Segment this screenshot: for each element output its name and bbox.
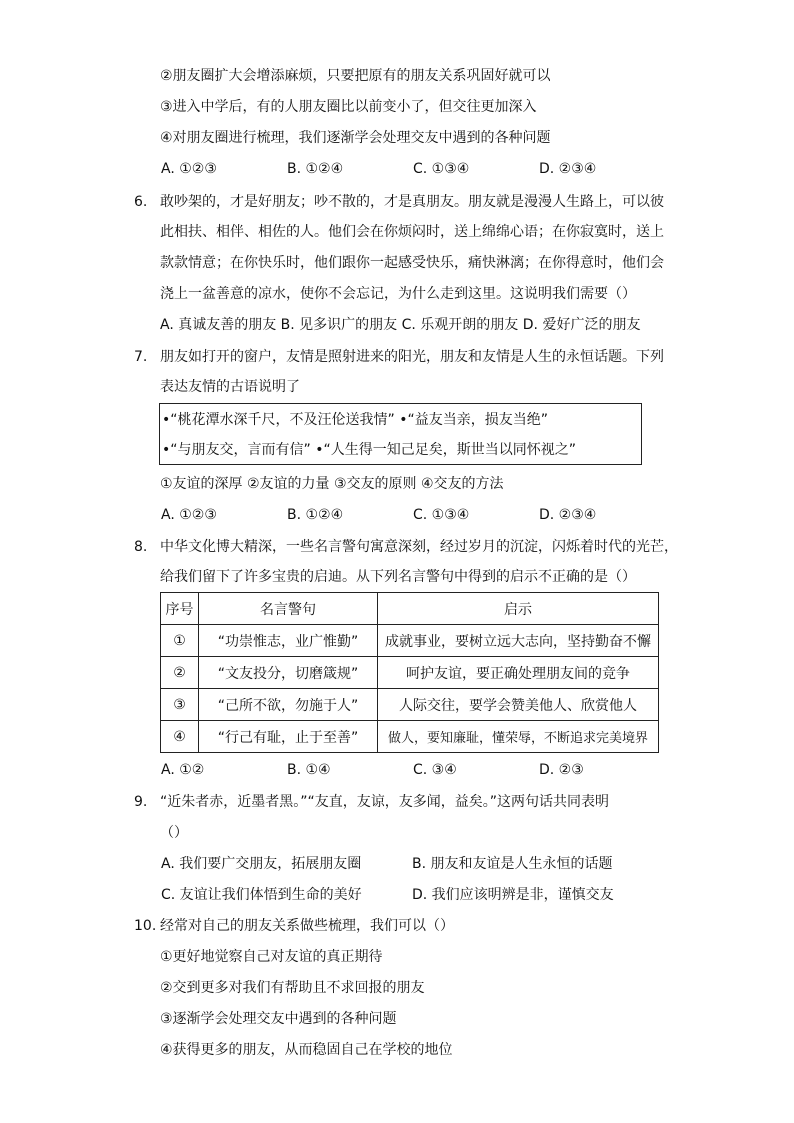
table-cell: ②: [161, 657, 199, 689]
q7-quote-row-2: •“与朋友交，言而有信” •“人生得一知己足矣，斯世当以同怀视之”: [162, 442, 576, 458]
q7-quote-box: [159, 403, 642, 465]
q5-option-c[interactable]: C. ①③④: [413, 161, 470, 177]
q5-option-d[interactable]: D. ②③④: [539, 161, 597, 177]
table-cell: “功崇惟志，业广惟勤”: [199, 625, 378, 657]
table-header: 序号: [161, 593, 199, 625]
q9-text-line-2: （）: [160, 825, 188, 841]
q6-number: 6.: [134, 194, 148, 210]
table-cell: “己所不欲，勿施于人”: [199, 689, 378, 721]
q7-option-a[interactable]: A. ①②③: [161, 507, 217, 523]
q8-option-b[interactable]: B. ①④: [287, 762, 331, 778]
q7-option-c[interactable]: C. ①③④: [413, 507, 470, 523]
q6-options[interactable]: A. 真诚友善的朋友 B. 见多识广的朋友 C. 乐观开朗的朋友 D. 爱好广泛的朋友: [160, 317, 641, 333]
q10-item-2: ②交到更多对我们有帮助且不求回报的朋友: [160, 980, 425, 996]
q7-number: 7.: [134, 349, 148, 365]
q5-item-3: ③进入中学后，有的人朋友圈比以前变小了，但交往更加深入: [160, 99, 537, 115]
table-cell: 呵护友谊，要正确处理朋友间的竞争: [378, 657, 659, 689]
q10-item-1: ①更好地觉察自己对友谊的真正期待: [160, 949, 383, 965]
table-cell: 成就事业，要树立远大志向，坚持勤奋不懈: [378, 625, 659, 657]
q6-text-line-2: 此相扶、相伴、相佐的人。他们会在你烦闷时，送上绵绵心语；在你寂寞时，送上: [160, 224, 664, 240]
q9-option-d[interactable]: D. 我们应该明辨是非，谨慎交友: [412, 887, 614, 903]
q7-text-line-2: 表达友情的古语说明了: [160, 379, 300, 395]
q10-item-4: ④获得更多的朋友，从而稳固自己在学校的地位: [160, 1042, 453, 1058]
table-cell: 做人，要知廉耻，懂荣辱，不断追求完美境界: [378, 721, 659, 753]
table-cell: ③: [161, 689, 199, 721]
q6-text-line-1: 敢吵架的，才是好朋友；吵不散的，才是真朋友。朋友就是漫漫人生路上，可以彼: [160, 194, 664, 210]
q8-option-d[interactable]: D. ②③: [539, 762, 584, 778]
q7-text-line-1: 朋友如打开的窗户，友情是照射进来的阳光，朋友和友情是人生的永恒话题。下列: [160, 349, 664, 365]
q7-quote-row-1: •“桃花潭水深千尺，不及汪伦送我情” •“益友当亲，损友当绝”: [162, 412, 548, 428]
q9-option-a[interactable]: A. 我们要广交朋友，拓展朋友圈: [161, 856, 362, 872]
q10-item-3: ③逐渐学会处理交友中遇到的各种问题: [160, 1011, 397, 1027]
table-header: 启示: [378, 593, 659, 625]
table-cell: ④: [161, 721, 199, 753]
q9-option-b[interactable]: B. 朋友和友谊是人生永恒的话题: [412, 856, 613, 872]
q10-text-line-1: 经常对自己的朋友关系做些梳理，我们可以（）: [160, 918, 454, 934]
q8-text-line-2: 给我们留下了许多宝贵的启迪。从下列名言警句中得到的启示不正确的是（）: [160, 569, 636, 585]
q8-option-a[interactable]: A. ①②: [161, 762, 205, 778]
table-header: 名言警句: [199, 593, 378, 625]
q8-text-line-1: 中华文化博大精深，一些名言警句寓意深刻，经过岁月的沉淀，闪烁着时代的光芒，: [160, 539, 678, 555]
table-row: [161, 657, 659, 689]
q5-option-a[interactable]: A. ①②③: [161, 161, 217, 177]
q6-text-line-3: 款款情意；在你快乐时，他们跟你一起感受快乐，痛快淋漓；在你得意时，他们会: [160, 255, 664, 271]
q5-item-2: ②朋友圈扩大会增添麻烦，只要把原有的朋友关系巩固好就可以: [160, 68, 551, 84]
table-cell: ①: [161, 625, 199, 657]
table-row: [161, 689, 659, 721]
table-row: [161, 625, 659, 657]
q8-number: 8.: [134, 539, 148, 555]
q8-table: [160, 592, 659, 753]
q10-number: 10.: [134, 918, 157, 934]
q5-item-4: ④对朋友圈进行梳理，我们逐渐学会处理交友中遇到的各种问题: [160, 130, 551, 146]
table-cell: 人际交往，要学会赞美他人、欣赏他人: [378, 689, 659, 721]
q9-number: 9.: [134, 794, 148, 810]
q6-text-line-4: 浇上一盆善意的凉水，使你不会忘记，为什么走到这里。这说明我们需要（）: [160, 286, 636, 302]
table-row: [161, 721, 659, 753]
q7-items: ①友谊的深厚 ②友谊的力量 ③交友的原则 ④交友的方法: [160, 476, 504, 492]
q8-option-c[interactable]: C. ③④: [413, 762, 457, 778]
q5-option-b[interactable]: B. ①②④: [287, 161, 344, 177]
q9-option-c[interactable]: C. 友谊让我们体悟到生命的美好: [161, 887, 362, 903]
table-cell: “文友投分，切磨箴规”: [199, 657, 378, 689]
table-cell: “行己有耻，止于至善”: [199, 721, 378, 753]
table-header-row: [161, 593, 659, 625]
q7-option-d[interactable]: D. ②③④: [539, 507, 597, 523]
q7-option-b[interactable]: B. ①②④: [287, 507, 344, 523]
q9-text-line-1: “近朱者赤，近墨者黑。”“友直，友谅，友多闻，益矣。”这两句话共同表明: [160, 794, 610, 810]
